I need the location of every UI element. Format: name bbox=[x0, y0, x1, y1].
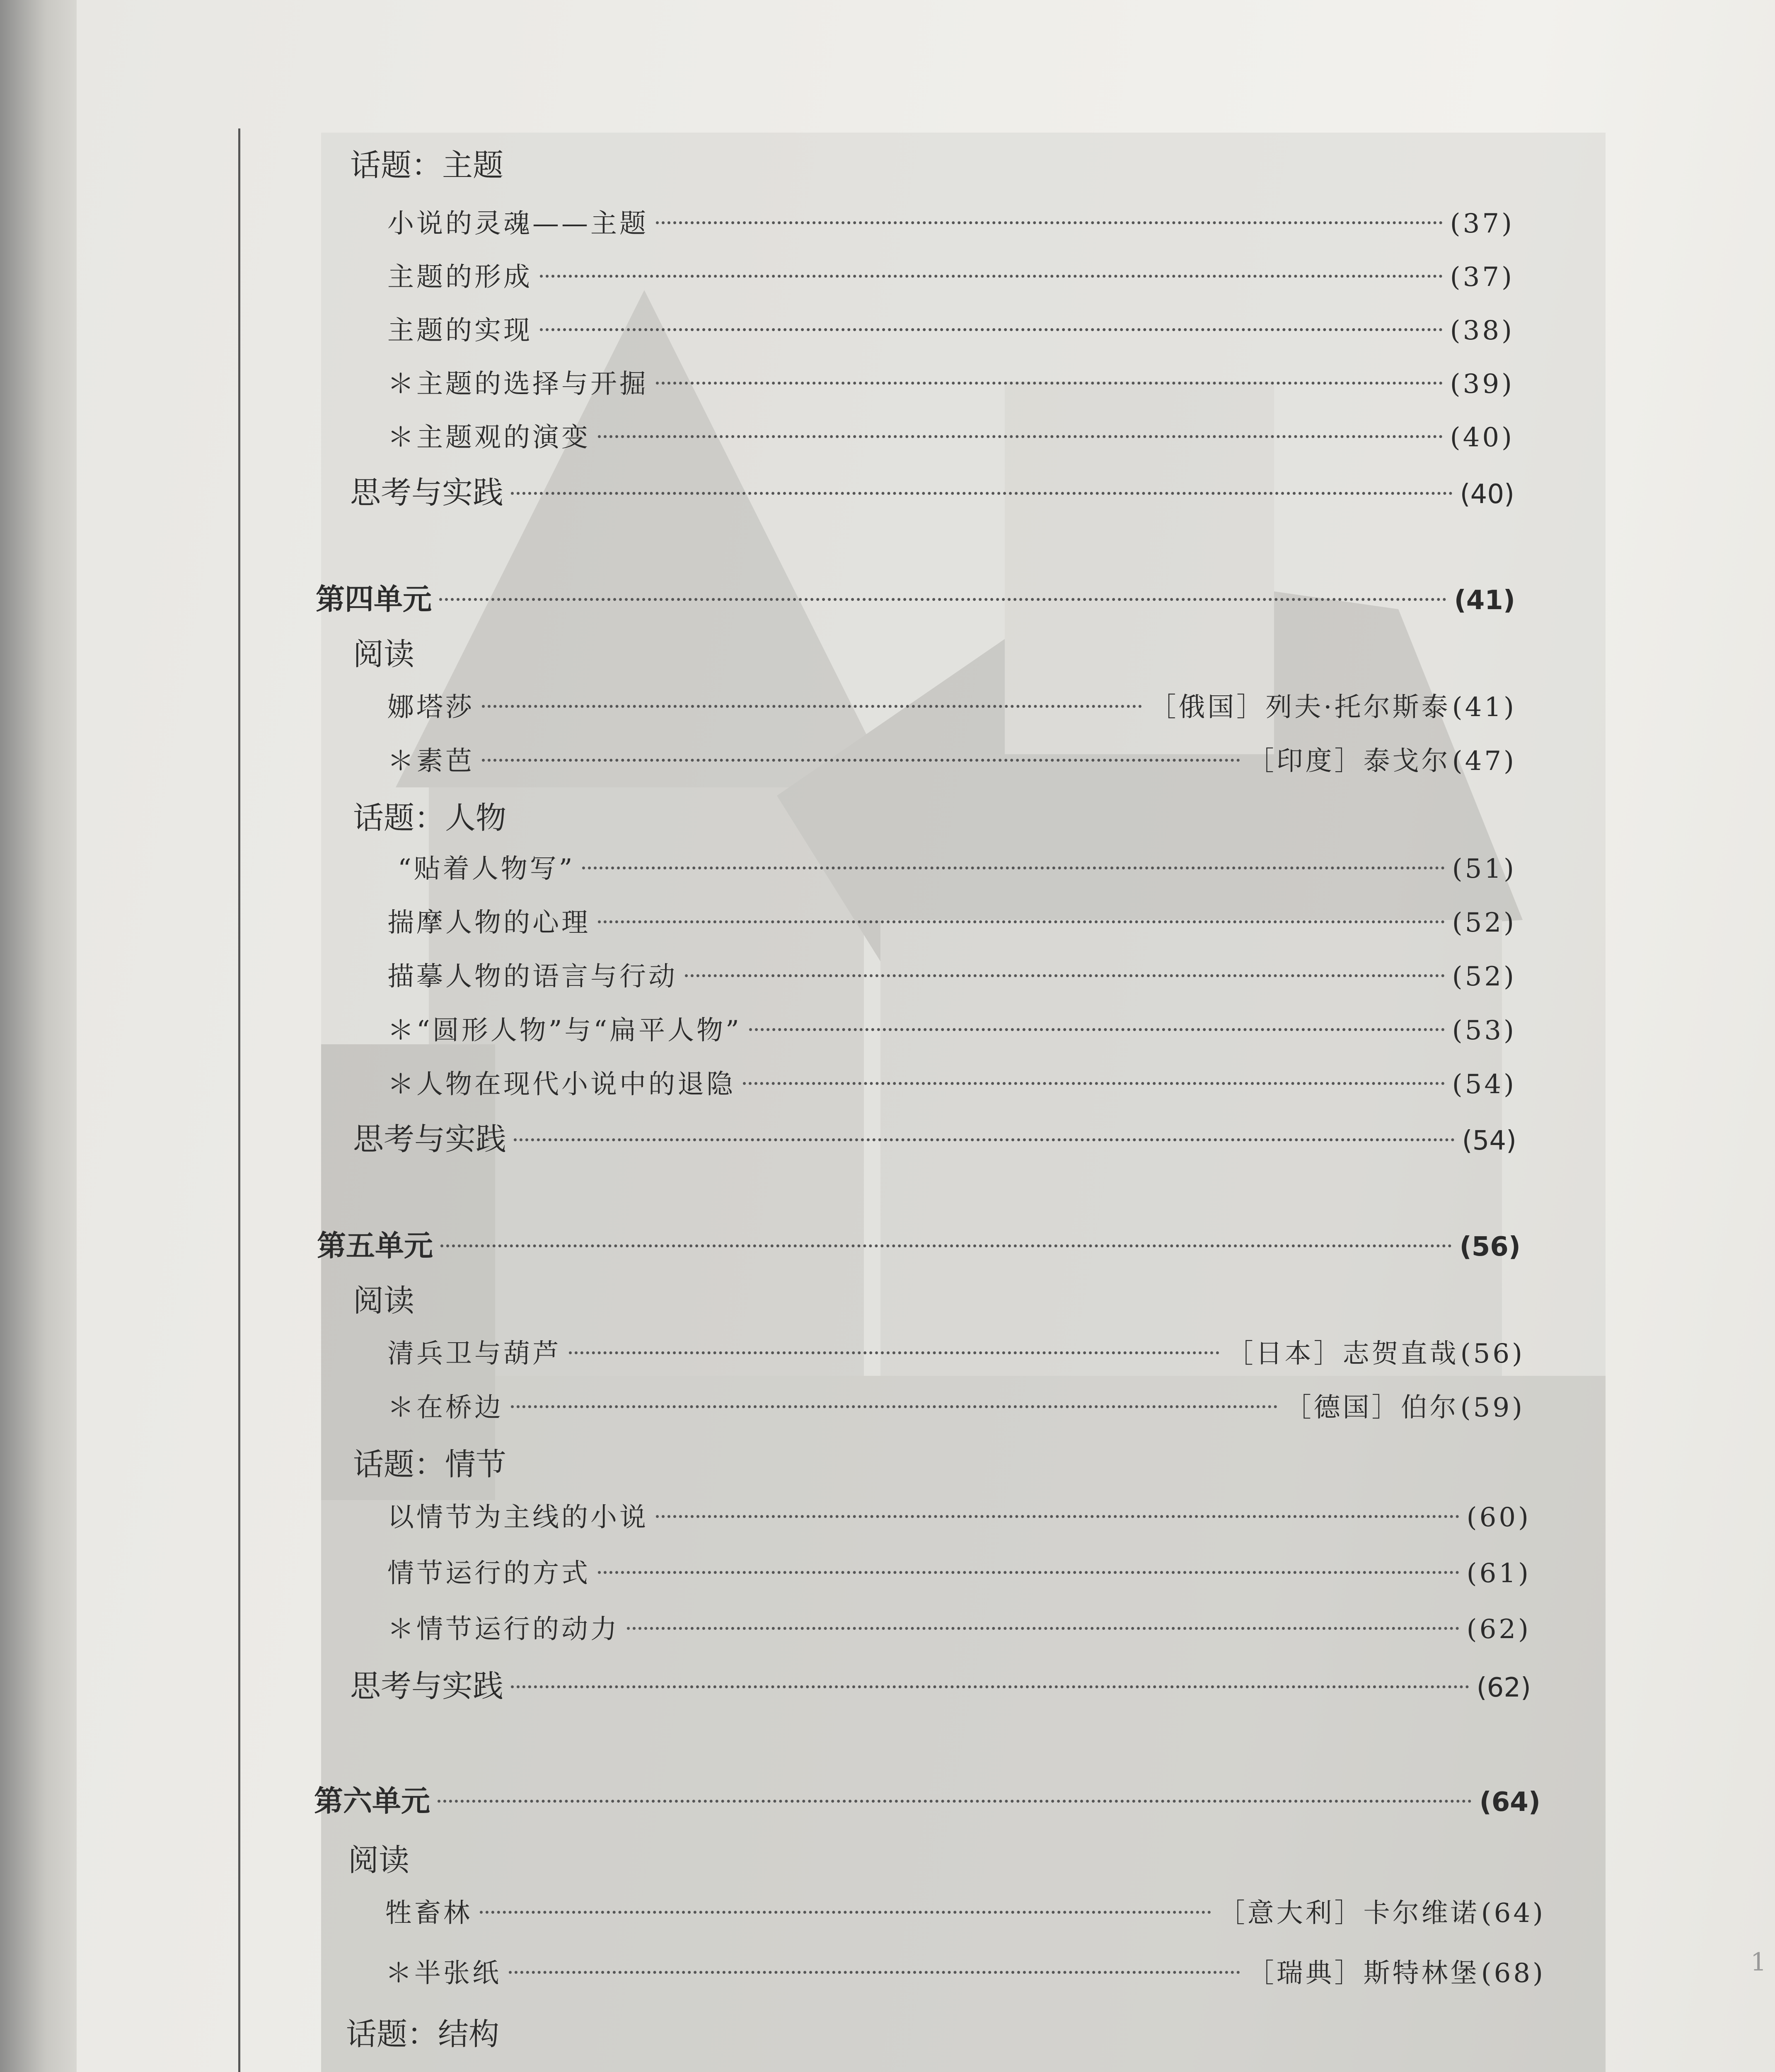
dot-leader bbox=[627, 1627, 1459, 1630]
unit-title: 第五单元 bbox=[317, 1229, 433, 1263]
toc-entry[interactable] bbox=[387, 309, 1514, 346]
reading-title: ＊在桥边 bbox=[387, 1392, 503, 1423]
reading-page: (59) bbox=[1460, 1392, 1525, 1423]
toc-entry[interactable] bbox=[387, 256, 1514, 293]
unit-page: (56) bbox=[1459, 1232, 1521, 1262]
practice-title: 思考与实践 bbox=[353, 1121, 506, 1157]
reading-page: (56) bbox=[1460, 1339, 1525, 1369]
toc-entry-page: (52) bbox=[1452, 961, 1516, 992]
toc-entry[interactable] bbox=[387, 1608, 1531, 1645]
dot-leader bbox=[685, 974, 1445, 977]
topic-heading-label: 话题：结构 bbox=[346, 2016, 499, 2052]
practice-page: (54) bbox=[1462, 1126, 1516, 1156]
practice-title: 思考与实践 bbox=[350, 475, 503, 511]
faint-margin-mark: 1 bbox=[1751, 1948, 1767, 1977]
dot-leader bbox=[656, 382, 1443, 385]
dot-leader bbox=[509, 1971, 1240, 1974]
reading-author: ［日本］志贺直哉 bbox=[1226, 1339, 1459, 1369]
practice-title: 思考与实践 bbox=[350, 1668, 503, 1704]
dot-leader bbox=[511, 1405, 1277, 1408]
toc-entry-title: 小说的灵魂——主题 bbox=[387, 208, 648, 239]
toc-entry-page: (51) bbox=[1452, 854, 1516, 884]
dot-leader bbox=[540, 328, 1443, 331]
unit-title: 第四单元 bbox=[316, 582, 432, 616]
unit-page: (41) bbox=[1454, 585, 1515, 616]
reading-title: ＊素芭 bbox=[387, 746, 474, 777]
topic-heading bbox=[350, 141, 1593, 183]
toc-entry-page: (37) bbox=[1450, 208, 1514, 239]
toc-entry-title: ＊“圆形人物”与“扁平人物” bbox=[387, 1015, 742, 1046]
dot-leader bbox=[540, 275, 1443, 278]
unit-entry[interactable] bbox=[314, 1778, 1540, 1818]
toc-entry-title: 描摹人物的语言与行动 bbox=[387, 961, 677, 992]
reading-author: ［俄国］列夫·托尔斯泰 bbox=[1149, 692, 1451, 723]
unit-entry[interactable] bbox=[317, 1222, 1521, 1263]
toc-entry-title: 以情节为主线的小说 bbox=[387, 1502, 648, 1533]
toc-entry[interactable] bbox=[387, 955, 1516, 992]
reading-heading-label: 阅读 bbox=[353, 637, 414, 672]
topic-heading bbox=[353, 794, 850, 836]
dot-leader bbox=[656, 1515, 1459, 1518]
toc-entry-page: (54) bbox=[1452, 1069, 1516, 1100]
dot-leader bbox=[482, 759, 1240, 762]
dot-leader bbox=[569, 1351, 1219, 1354]
reading-page: (68) bbox=[1481, 1958, 1545, 1989]
practice-entry[interactable] bbox=[350, 468, 1514, 511]
toc-entry-page: (38) bbox=[1450, 315, 1514, 346]
toc-entry-title: 揣摩人物的心理 bbox=[387, 908, 590, 938]
reading-title: 清兵卫与葫芦 bbox=[387, 1339, 561, 1369]
dot-leader bbox=[598, 435, 1443, 438]
reading-entry[interactable] bbox=[387, 1332, 1525, 1370]
reading-heading bbox=[348, 1836, 762, 1878]
dot-leader bbox=[440, 1244, 1452, 1247]
toc-entry-page: (37) bbox=[1450, 262, 1514, 293]
toc-entry-title: ＊人物在现代小说中的退隐 bbox=[387, 1069, 735, 1100]
toc-entry-page: (40) bbox=[1450, 422, 1514, 453]
toc-entry-title: 主题的实现 bbox=[387, 315, 532, 346]
toc-entry[interactable] bbox=[387, 1496, 1531, 1533]
topic-heading-label: 话题：情节 bbox=[353, 1447, 506, 1482]
practice-page: (40) bbox=[1460, 479, 1514, 510]
reading-heading bbox=[353, 1276, 767, 1319]
toc-entry[interactable] bbox=[387, 1552, 1531, 1589]
dot-leader bbox=[439, 598, 1446, 601]
dot-leader bbox=[514, 1138, 1455, 1141]
toc-entry[interactable] bbox=[387, 1009, 1516, 1046]
toc-entry-title: ＊主题的选择与开掘 bbox=[387, 369, 648, 399]
toc-entry[interactable] bbox=[387, 202, 1514, 240]
reading-entry[interactable] bbox=[385, 1952, 1545, 1989]
toc-entry[interactable] bbox=[387, 1063, 1516, 1100]
unit-title: 第六单元 bbox=[314, 1784, 430, 1818]
reading-title: 牲畜林 bbox=[385, 1898, 472, 1929]
reading-author: ［德国］伯尔 bbox=[1284, 1392, 1459, 1423]
toc-entry-title: “贴着人物写” bbox=[398, 854, 575, 884]
reading-page: (41) bbox=[1452, 692, 1516, 723]
unit-entry[interactable] bbox=[316, 576, 1515, 616]
topic-heading-label: 话题：人物 bbox=[353, 800, 506, 836]
reading-author: ［印度］泰戈尔 bbox=[1247, 746, 1451, 777]
toc-entry[interactable] bbox=[387, 416, 1514, 453]
reading-title: 娜塔莎 bbox=[387, 692, 474, 723]
reading-title: ＊半张纸 bbox=[385, 1958, 501, 1989]
practice-page: (62) bbox=[1476, 1673, 1531, 1703]
toc-entry-title: ＊情节运行的动力 bbox=[387, 1614, 619, 1645]
dot-leader bbox=[656, 221, 1443, 224]
dot-leader bbox=[749, 1028, 1445, 1031]
toc-entry-title: ＊主题观的演变 bbox=[387, 422, 590, 453]
unit-page: (64) bbox=[1479, 1787, 1540, 1818]
toc-entry[interactable] bbox=[387, 363, 1514, 400]
reading-entry[interactable] bbox=[387, 740, 1516, 777]
reading-page: (64) bbox=[1481, 1898, 1545, 1929]
reading-entry[interactable] bbox=[387, 1386, 1525, 1423]
toc-entry-page: (61) bbox=[1466, 1558, 1531, 1589]
topic-heading bbox=[353, 1440, 850, 1482]
toc-entry-page: (39) bbox=[1450, 369, 1514, 399]
toc-entry-page: (53) bbox=[1452, 1015, 1516, 1046]
toc-entry[interactable] bbox=[387, 901, 1516, 939]
toc-entry-page: (62) bbox=[1466, 1614, 1531, 1645]
dot-leader bbox=[598, 920, 1445, 923]
dot-leader bbox=[482, 705, 1142, 708]
reading-page: (47) bbox=[1452, 746, 1516, 777]
toc-entry-page: (60) bbox=[1466, 1502, 1531, 1533]
dot-leader bbox=[598, 1571, 1459, 1574]
toc-entry[interactable] bbox=[385, 2066, 1550, 2072]
toc-entry-title bbox=[385, 2066, 501, 2072]
toc-entry-title: 主题的形成 bbox=[387, 262, 532, 293]
reading-author: ［意大利］卡尔维诺 bbox=[1218, 1898, 1480, 1929]
reading-heading-label: 阅读 bbox=[353, 1283, 414, 1319]
reading-author: ［瑞典］斯特林堡 bbox=[1247, 1958, 1480, 1989]
dot-leader bbox=[511, 1685, 1469, 1688]
reading-heading-label: 阅读 bbox=[348, 1842, 409, 1878]
practice-entry[interactable] bbox=[353, 1115, 1516, 1157]
topic-heading bbox=[346, 2010, 843, 2052]
dot-leader bbox=[480, 1911, 1211, 1914]
dot-leader bbox=[438, 1800, 1472, 1803]
dot-leader bbox=[582, 867, 1444, 869]
toc-entry[interactable] bbox=[398, 847, 1516, 885]
reading-entry[interactable] bbox=[387, 686, 1516, 723]
reading-heading bbox=[353, 630, 767, 672]
dot-leader bbox=[743, 1082, 1445, 1085]
toc-entry-title: 情节运行的方式 bbox=[387, 1558, 590, 1589]
dot-leader bbox=[511, 492, 1453, 495]
practice-entry[interactable] bbox=[350, 1662, 1531, 1704]
toc-entry-page: (52) bbox=[1452, 908, 1516, 938]
topic-heading-label: 话题：主题 bbox=[350, 148, 503, 183]
reading-entry[interactable] bbox=[385, 1892, 1545, 1929]
